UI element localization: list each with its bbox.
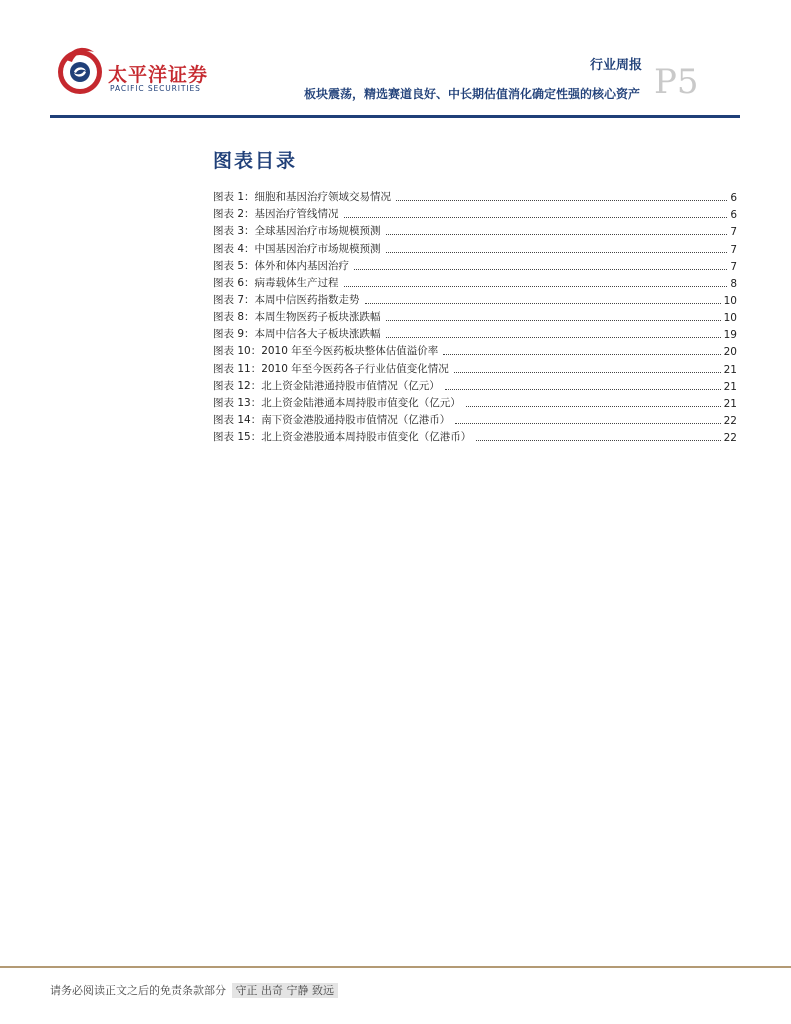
header-divider xyxy=(50,115,740,118)
toc-entry-label: 图表 5：体外和体内基因治疗 xyxy=(213,259,350,272)
toc-list xyxy=(213,187,737,444)
toc-dot-leader xyxy=(386,234,728,235)
toc-dot-leader xyxy=(386,320,721,321)
toc-entry-page: 7 xyxy=(730,226,737,239)
toc-entry-page: 8 xyxy=(730,277,737,290)
toc-entry-label: 图表 9：本周中信各大子板块涨跌幅 xyxy=(213,328,381,341)
toc-entry[interactable] xyxy=(213,273,737,290)
brand-name-en: PACIFIC SECURITIES xyxy=(110,84,201,93)
toc-entry[interactable] xyxy=(213,256,737,273)
footer xyxy=(50,982,338,998)
toc-entry[interactable] xyxy=(213,393,737,410)
toc-dot-leader xyxy=(344,217,728,218)
company-logo xyxy=(50,40,110,100)
toc-entry-page: 6 xyxy=(730,209,737,222)
toc-entry[interactable] xyxy=(213,410,737,427)
toc-dot-leader xyxy=(443,354,720,355)
toc-dot-leader xyxy=(476,440,720,441)
toc-dot-leader xyxy=(386,252,728,253)
toc-heading: 图表目录 xyxy=(213,150,298,172)
toc-entry-label: 图表 15：北上资金港股通本周持股市值变化（亿港币） xyxy=(213,431,472,444)
toc-entry[interactable] xyxy=(213,307,737,324)
toc-entry[interactable] xyxy=(213,341,737,358)
toc-entry[interactable] xyxy=(213,221,737,238)
toc-entry-page: 6 xyxy=(730,192,737,205)
toc-entry-label: 图表 11：2010 年至今医药各子行业估值变化情况 xyxy=(213,362,449,375)
toc-entry-page: 10 xyxy=(723,312,737,325)
toc-entry-label: 图表 14：南下资金港股通持股市值情况（亿港币） xyxy=(213,413,451,426)
toc-entry[interactable] xyxy=(213,187,737,204)
brand-name-cn: 太平洋证券 xyxy=(108,64,209,86)
toc-dot-leader xyxy=(396,200,727,201)
toc-entry-page: 7 xyxy=(730,243,737,256)
toc-entry[interactable] xyxy=(213,238,737,255)
toc-entry-label: 图表 8：本周生物医药子板块涨跌幅 xyxy=(213,311,381,324)
toc-entry-label: 图表 6：病毒载体生产过程 xyxy=(213,276,339,289)
toc-entry[interactable] xyxy=(213,204,737,221)
toc-dot-leader xyxy=(365,303,721,304)
toc-entry-page: 19 xyxy=(723,329,737,342)
toc-dot-leader xyxy=(344,286,728,287)
footer-motto: 守正 出奇 宁静 致远 xyxy=(232,983,339,998)
toc-entry-label: 图表 13：北上资金陆港通本周持股市值变化（亿元） xyxy=(213,396,461,409)
toc-entry-label: 图表 1：细胞和基因治疗领域交易情况 xyxy=(213,191,392,204)
toc-entry-page: 21 xyxy=(723,380,737,393)
report-title: 板块震荡，精选赛道良好、中长期估值消化确定性强的核心资产 xyxy=(303,87,640,101)
toc-entry-label: 图表 10：2010 年至今医药板块整体估值溢价率 xyxy=(213,345,439,358)
toc-entry-page: 22 xyxy=(723,414,737,427)
toc-dot-leader xyxy=(455,423,720,424)
footer-divider xyxy=(0,966,791,968)
toc-entry[interactable] xyxy=(213,376,737,393)
toc-entry-page: 21 xyxy=(723,363,737,376)
toc-entry-page: 20 xyxy=(723,346,737,359)
toc-entry-label: 图表 7：本周中信医药指数走势 xyxy=(213,293,360,306)
toc-entry[interactable] xyxy=(213,290,737,307)
toc-entry-page: 22 xyxy=(723,432,737,445)
toc-entry[interactable] xyxy=(213,427,737,444)
toc-entry[interactable] xyxy=(213,324,737,341)
toc-entry-page: 10 xyxy=(723,294,737,307)
toc-entry-label: 图表 12：北上资金陆港通持股市值情况（亿元） xyxy=(213,379,440,392)
toc-entry-label: 图表 2：基因治疗管线情况 xyxy=(213,208,339,221)
toc-entry-page: 21 xyxy=(723,397,737,410)
toc-dot-leader xyxy=(445,389,721,390)
toc-entry[interactable] xyxy=(213,358,737,375)
toc-dot-leader xyxy=(386,337,721,338)
toc-dot-leader xyxy=(466,406,721,407)
toc-entry-label: 图表 4：中国基因治疗市场规模预测 xyxy=(213,242,381,255)
toc-dot-leader xyxy=(454,372,721,373)
toc-entry-page: 7 xyxy=(730,260,737,273)
toc-dot-leader xyxy=(354,269,727,270)
toc-entry-label: 图表 3：全球基因治疗市场规模预测 xyxy=(213,225,381,238)
footer-disclaimer: 请务必阅读正文之后的免责条款部分 xyxy=(50,984,226,997)
report-type: 行业周报 xyxy=(589,58,642,73)
page-number: P5 xyxy=(654,62,699,102)
